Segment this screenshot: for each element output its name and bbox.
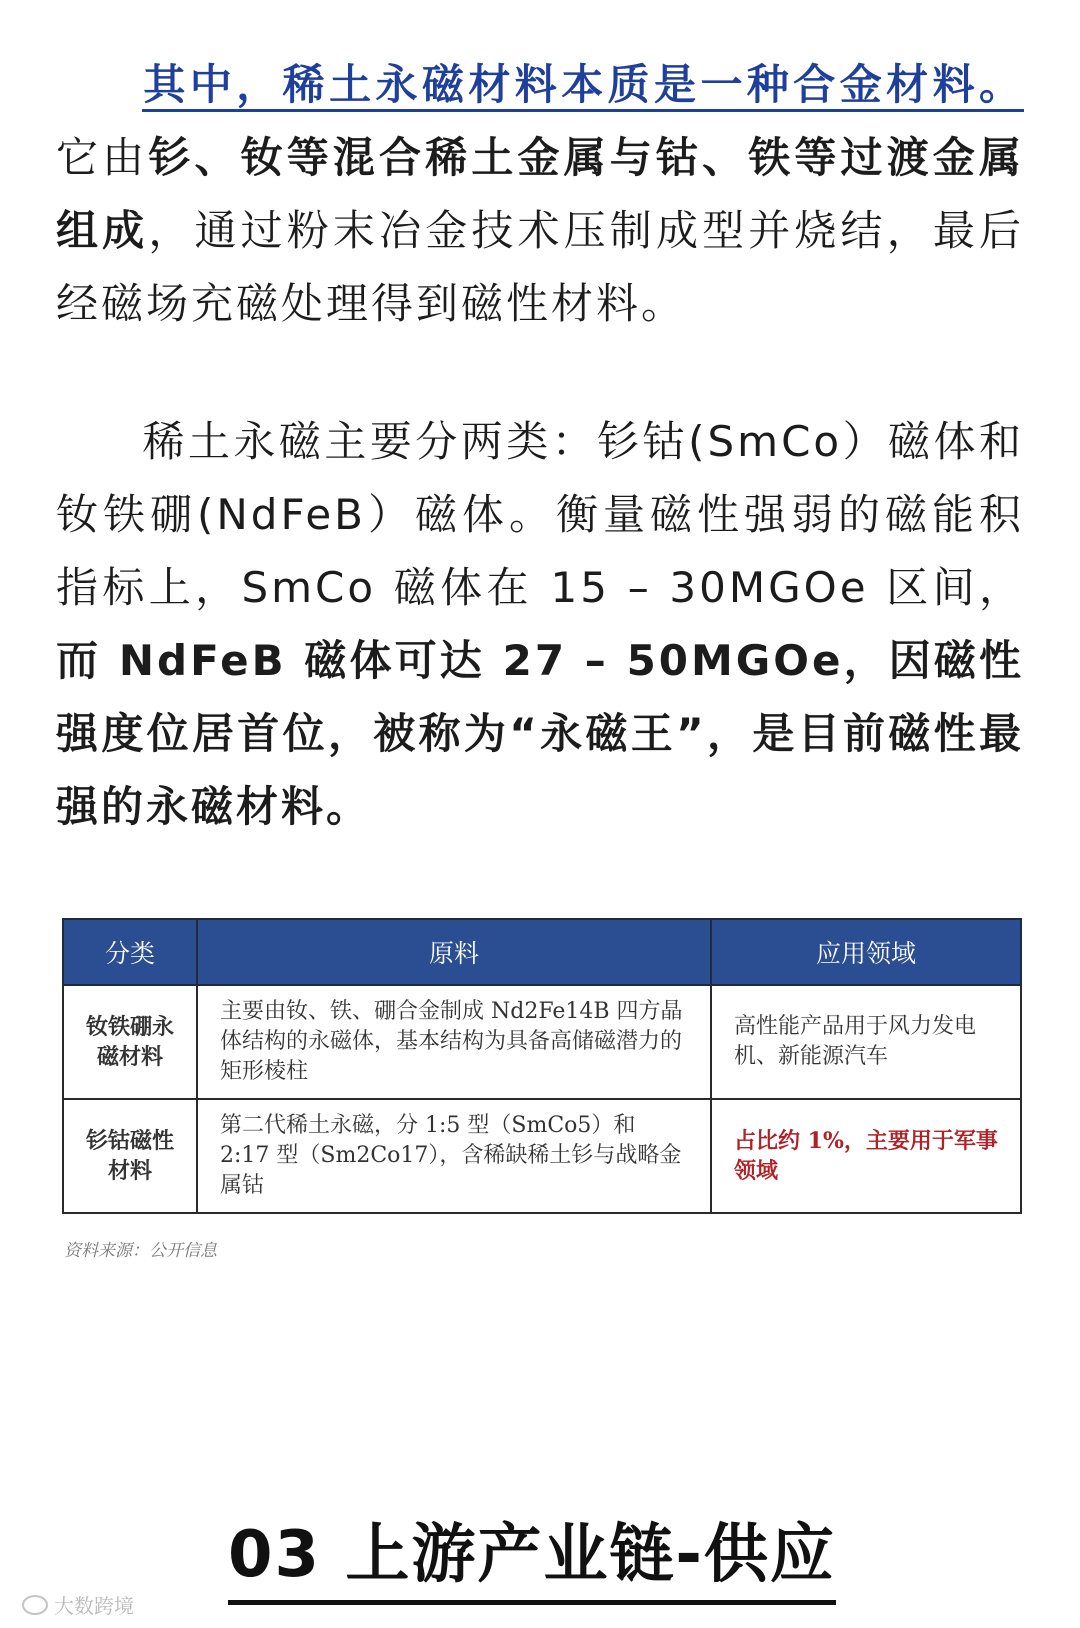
table-header-row bbox=[63, 919, 1021, 985]
row-application: 高性能产品用于风力发电机、新能源汽车 bbox=[711, 985, 1021, 1099]
comparison-table bbox=[62, 918, 1022, 1214]
table-row bbox=[63, 1099, 1021, 1213]
intro-paragraph bbox=[56, 48, 1024, 340]
row-material: 第二代稀土永磁，分 1:5 型（SmCo5）和 2:17 型（Sm2Co17），含稀缺稀土钐与战略金属钴 bbox=[197, 1099, 711, 1213]
highlight-sentence: 其中，稀土永磁材料本质是一种合金材料。 bbox=[142, 60, 1024, 112]
comparison-table-container bbox=[62, 918, 1022, 1214]
watermark-text: 大数跨境 bbox=[54, 1594, 134, 1618]
row-material: 主要由钕、铁、硼合金制成 Nd2Fe14B 四方晶体结构的永磁体，基本结构为具备高储磁潜力的矩形棱柱 bbox=[197, 985, 711, 1099]
header-material: 原料 bbox=[197, 919, 711, 985]
logo-icon bbox=[22, 1595, 48, 1615]
para1-text-2: ，通过粉末冶金技术压制成型并烧结，最后经磁场充磁处理得到磁性材料。 bbox=[56, 206, 1024, 328]
para2-text-1: 稀土永磁主要分两类：钐钴(SmCo）磁体和钕铁硼(NdFeB）磁体。衡量磁性强弱的磁能积指标上，SmCo 磁体在 15 – 30MGOe 区间， bbox=[56, 417, 1024, 612]
para1-bold: 钐、钕等混合稀土金属与钴、铁等过渡金属组成 bbox=[56, 133, 1024, 255]
para2-bold: 而 NdFeB 磁体可达 27 – 50MGOe，因磁性强度位居首位，被称为“永磁王”，是目前磁性最强的永磁材料。 bbox=[56, 636, 1024, 831]
header-category: 分类 bbox=[63, 919, 197, 985]
source-note: 资料来源：公开信息 bbox=[64, 1241, 217, 1261]
row-category: 钕铁硼永磁材料 bbox=[63, 985, 197, 1099]
row-application: 占比约 1%，主要用于军事领域 bbox=[711, 1099, 1021, 1213]
row-category: 钐钴磁性材料 bbox=[63, 1099, 197, 1213]
para1-text-1: 它由 bbox=[56, 133, 149, 182]
table-row bbox=[63, 985, 1021, 1099]
watermark bbox=[22, 1590, 134, 1619]
header-application: 应用领域 bbox=[711, 919, 1021, 985]
section-heading: 03 上游产业链-供应 bbox=[228, 1512, 836, 1605]
classification-paragraph bbox=[56, 405, 1024, 843]
